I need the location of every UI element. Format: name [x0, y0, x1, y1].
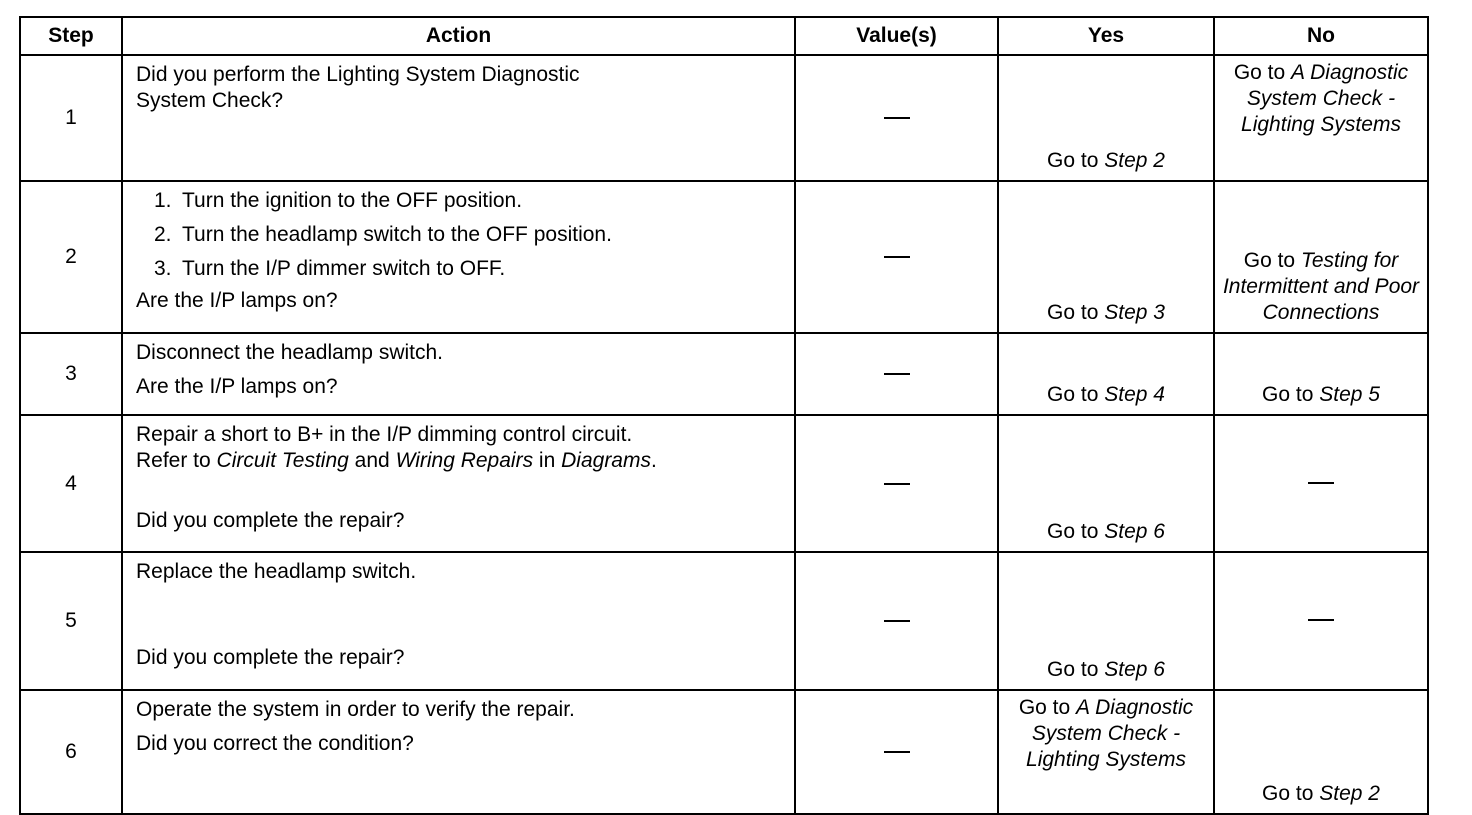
- yes-cell: [998, 333, 1214, 415]
- list-text: Turn the headlamp switch to the OFF position.: [182, 223, 612, 246]
- header-step: Step: [20, 17, 122, 55]
- question-text: Are the I/P lamps on?: [136, 289, 338, 312]
- reference-link: Circuit Testing: [216, 449, 349, 472]
- no-cell: [1214, 690, 1428, 814]
- step-number: 6: [20, 690, 122, 814]
- goto-target: A Diagnostic System Check - Lighting Systems: [1026, 696, 1194, 771]
- step-number: 5: [20, 552, 122, 690]
- action-cell: [122, 181, 795, 333]
- header-values: Value(s): [795, 17, 998, 55]
- question-text: Did you complete the repair?: [136, 509, 405, 532]
- question-text: Did you complete the repair?: [136, 646, 405, 669]
- no-cell: [1214, 552, 1428, 690]
- action-text: Replace the headlamp switch.: [136, 560, 417, 583]
- goto-target: A Diagnostic System Check - Lighting Systems: [1241, 61, 1409, 136]
- goto-prefix: Go to: [1262, 782, 1314, 805]
- goto-prefix: Go to: [1262, 383, 1314, 406]
- em-dash-icon: [884, 751, 910, 753]
- action-reference: Refer to Circuit Testing and Wiring Repairs in Diagrams.: [136, 449, 657, 472]
- table-row: [20, 333, 1428, 415]
- action-text: Disconnect the headlamp switch.: [136, 341, 443, 364]
- no-cell: [1214, 415, 1428, 552]
- list-text: Turn the I/P dimmer switch to OFF.: [182, 257, 506, 280]
- em-dash-icon: [884, 117, 910, 119]
- goto-target: Step 2: [1104, 149, 1165, 172]
- header-action: Action: [122, 17, 795, 55]
- goto-prefix: Go to: [1243, 249, 1296, 272]
- value-cell: [795, 552, 998, 690]
- goto-prefix: Go to: [1018, 696, 1071, 719]
- em-dash-icon: [1308, 482, 1334, 484]
- goto-target: Step 6: [1104, 520, 1165, 543]
- table-row: [20, 552, 1428, 690]
- list-item: [136, 256, 786, 282]
- list-item: [136, 188, 786, 214]
- value-cell: [795, 333, 998, 415]
- action-cell: [122, 55, 795, 181]
- list-text: Turn the ignition to the OFF position.: [182, 189, 523, 212]
- action-cell: [122, 333, 795, 415]
- list-number: 3.: [154, 257, 172, 280]
- action-cell: [122, 690, 795, 814]
- no-cell: [1214, 181, 1428, 333]
- goto-prefix: Go to: [1047, 658, 1099, 681]
- goto-target: Step 4: [1104, 383, 1165, 406]
- goto-target: Step 5: [1319, 383, 1380, 406]
- step-number: 1: [20, 55, 122, 181]
- question-text: Did you correct the condition?: [136, 732, 414, 755]
- goto-prefix: Go to: [1047, 301, 1099, 324]
- action-cell: [122, 415, 795, 552]
- goto-prefix: Go to: [1047, 383, 1099, 406]
- goto-prefix: Go to: [1047, 149, 1099, 172]
- action-text: Did you perform the Lighting System Diagnostic: [136, 63, 580, 86]
- action-cell: [122, 552, 795, 690]
- value-cell: [795, 415, 998, 552]
- list-item: [136, 222, 786, 248]
- em-dash-icon: [884, 620, 910, 622]
- table-row: [20, 690, 1428, 814]
- no-cell: [1214, 55, 1428, 181]
- em-dash-icon: [884, 483, 910, 485]
- value-cell: [795, 690, 998, 814]
- table-row: [20, 55, 1428, 181]
- reference-link: Diagrams: [561, 449, 651, 472]
- yes-cell: [998, 690, 1214, 814]
- table-row: [20, 181, 1428, 333]
- goto-target: Step 2: [1319, 782, 1380, 805]
- value-cell: [795, 181, 998, 333]
- em-dash-icon: [884, 373, 910, 375]
- list-number: 2.: [154, 223, 172, 246]
- goto-prefix: Go to: [1047, 520, 1099, 543]
- goto-prefix: Go to: [1233, 61, 1286, 84]
- yes-cell: [998, 55, 1214, 181]
- step-number: 3: [20, 333, 122, 415]
- yes-cell: [998, 415, 1214, 552]
- no-cell: [1214, 333, 1428, 415]
- yes-cell: [998, 552, 1214, 690]
- step-number: 4: [20, 415, 122, 552]
- header-yes: Yes: [998, 17, 1214, 55]
- value-cell: [795, 55, 998, 181]
- action-text: Repair a short to B+ in the I/P dimming control circuit.: [136, 423, 633, 446]
- question-text: Are the I/P lamps on?: [136, 375, 338, 398]
- diagnostic-table: [19, 16, 1429, 815]
- action-text: System Check?: [136, 89, 284, 112]
- header-row: [20, 17, 1428, 55]
- header-no: No: [1214, 17, 1428, 55]
- action-text: Operate the system in order to verify the repair.: [136, 698, 575, 721]
- goto-target: Step 6: [1104, 658, 1165, 681]
- step-number: 2: [20, 181, 122, 333]
- reference-link: Wiring Repairs: [395, 449, 534, 472]
- goto-target: Step 3: [1104, 301, 1165, 324]
- goto-target: Testing for Intermittent and Poor Connections: [1222, 249, 1420, 324]
- list-number: 1.: [154, 189, 172, 212]
- yes-cell: [998, 181, 1214, 333]
- em-dash-icon: [1308, 619, 1334, 621]
- table-row: [20, 415, 1428, 552]
- em-dash-icon: [884, 256, 910, 258]
